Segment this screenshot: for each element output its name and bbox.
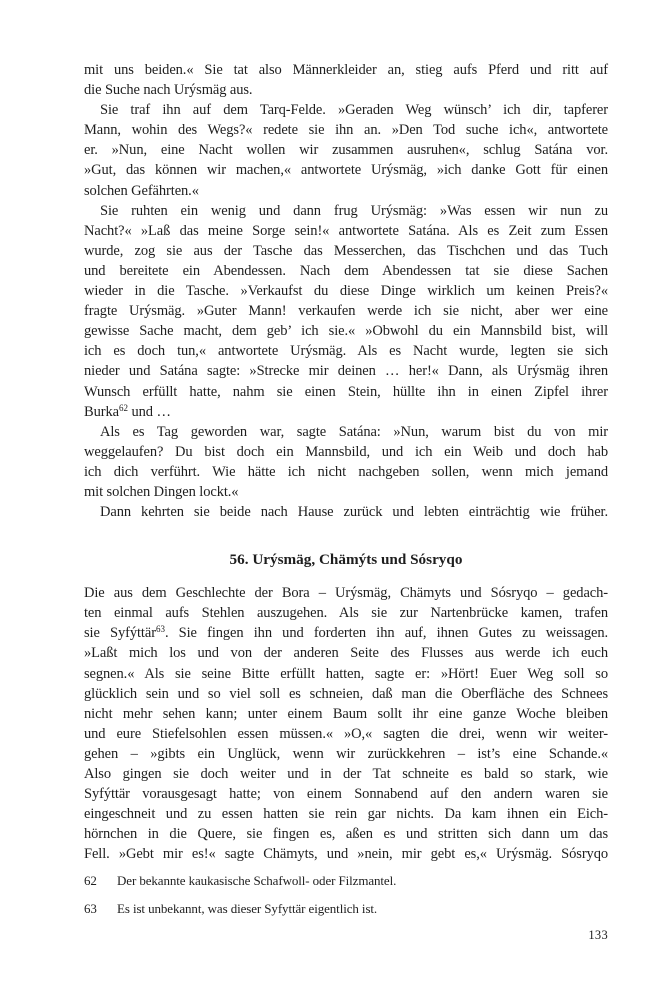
text-line: »Gut, das können wir machen,« antwortete Urýsmäg, »ich danke Gott für einen [84, 162, 608, 179]
text-line: wurde, zog sie aus der Tasche das Messerchen, das Tischchen und das Tuch [84, 242, 608, 259]
text-line: nieder und Satána sagte: »Strecke mir deinen … her!« Dann, als Urýsmäg ihren [84, 363, 608, 380]
text-line: Sie ruhten ein wenig und dann frug Urýsmäg: »Was essen wir nun zu [100, 202, 608, 219]
text-line: Also gingen sie doch weiter und in der Tat schneite es bald so stark, wie [84, 766, 608, 782]
text-line: hörnchen in die Quere, sie fingen es, aßen es und stritten sich dann um das [84, 826, 608, 843]
text-line: und bereitete ein Abendessen. Nach dem Abendessen tat sie diese Sachen [84, 262, 608, 279]
section-heading: 56. Urýsmäg, Chämýts und Sósryqo [229, 551, 463, 569]
footnote-ref-63: 63 [155, 624, 165, 635]
text-line: nicht mehr sehen kann; unter einem Baum sollt ihr eine ganze Woche bleiben [84, 705, 608, 722]
text-line: die Suche nach Urýsmäg aus. [84, 82, 253, 99]
text-line: segnen.« Als sie seine Bitte erfüllt hatten, sagte er: »Hört! Euer Weg soll so [84, 665, 608, 682]
footnote-ref-62: 62 [118, 402, 128, 413]
text-line: weggelaufen? Du bist doch ein Mannsbild, und ich ein Weib und doch hab [84, 443, 608, 460]
paragraph [84, 422, 608, 502]
text-line: fragte Urýsmäg. »Guter Mann! verkaufen werde ich sie nicht, aber wer eine [84, 303, 608, 320]
text-line: solchen Gefährten.« [84, 182, 199, 199]
text-line: mit uns beiden.« Sie tat also Männerkleider an, stieg aufs Pferd und ritt auf [84, 62, 608, 78]
text-line: und eure Stiefelsohlen essen müssen.« »O,« sagten die drei, wenn wir weiter- [84, 725, 608, 742]
text-fragment: und … [127, 403, 171, 420]
paragraph [84, 201, 608, 422]
paragraph [84, 100, 608, 200]
text-line: Fell. »Gebt mir es!« sagte Chämyts, und »nein, mir gebt es,« Urýsmäg. Sósryqo [84, 846, 608, 863]
paragraph [84, 502, 608, 522]
text-fragment: . Sie fingen ihn und forderten ihn auf, ihnen Gutes zu weissagen. [164, 625, 609, 642]
text-line: Syfýttär vorausgesagt hatte; von einem Sonnabend auf den andern waren sie [84, 786, 608, 803]
paragraph [84, 583, 608, 864]
footnotes-section [84, 871, 608, 918]
text-line: wieder in die Tasche. »Verkaufst du diese Dinge wirklich um keinen Preis?« [84, 283, 608, 300]
text-line: glücklich sein und so viel soll es schneien, daß man die Oberfläche des Schnees [84, 685, 608, 702]
paragraph-continuation [84, 60, 608, 100]
text-line: mit solchen Dingen lockt.« [84, 483, 239, 500]
text-line: Die aus dem Geschlechte der Bora – Urýsmäg, Chämyts und Sósryqo – gedach- [84, 585, 608, 602]
footnote-text: Der bekannte kaukasische Schafwoll- oder Filzmantel. [117, 873, 397, 889]
footnote-number: 63 [84, 900, 97, 916]
footnote-63 [84, 899, 608, 918]
text-line: gehen – »gibts ein Unglück, wenn wir zurückkehren – ist’s eine Schande.« [84, 745, 608, 762]
text-line: ich es doch tun,« antwortete Urýsmäg. Als es Nacht wurde, legten sie sich [84, 343, 608, 360]
text-line: ten einmal aufs Stehlen auszugehen. Als sie zur Nartenbrücke kamen, trafen [84, 605, 608, 622]
text-line: Mann, wohin des Wegs?« redete sie ihn an. »Den Tod suche ich«, antwortete [84, 122, 608, 139]
text-line: »Laßt mich los und von der anderen Seite des Flusses aus werde ich euch [84, 645, 608, 662]
text-line-with-footnote-ref [84, 402, 608, 422]
footnote-62 [84, 871, 608, 890]
text-line-with-footnote-ref [84, 623, 608, 643]
text-fragment: Burka [84, 403, 119, 420]
text-line: Sie traf ihn auf dem Tarq-Felde. »Geraden Weg wünsch’ ich dir, tapferer [100, 102, 608, 119]
page-number: 133 [588, 928, 608, 942]
text-fragment: sie Syfýttär [84, 625, 156, 642]
text-line: Dann kehrten sie beide nach Hause zurück und lebten einträchtig wie früher. [100, 504, 608, 521]
text-line: eingeschneit und zu essen hatten sie rein gar nichts. Da kam ihnen ein Eich- [84, 806, 608, 823]
text-line: gewisse Sache macht, dem geb’ ich sie.« »Obwohl du ein Mannsbild bist, will [84, 323, 608, 340]
text-line: Nacht?« »Laß das meine Sorge sein!« antwortete Satána. Als es Zeit zum Essen [84, 222, 608, 239]
text-line: Wunsch erfüllt hatte, nahm sie einen Stein, hüllte ihn in einen Zipfel ihrer [84, 383, 608, 400]
text-line: Als es Tag geworden war, sagte Satána: »Nun, warum bist du von mir [100, 423, 608, 440]
footnote-text: Es ist unbekannt, was dieser Syfyttär eigentlich ist. [117, 900, 378, 916]
footnote-number: 62 [84, 873, 97, 889]
text-line: er. »Nun, eine Nacht wollen wir zusammen ausruhen«, schlug Satána vor. [84, 142, 608, 159]
text-line: ich dich verführt. Wie hätte ich nicht nachgeben sollen, wenn mich jemand [84, 463, 608, 480]
text-block [84, 60, 608, 926]
